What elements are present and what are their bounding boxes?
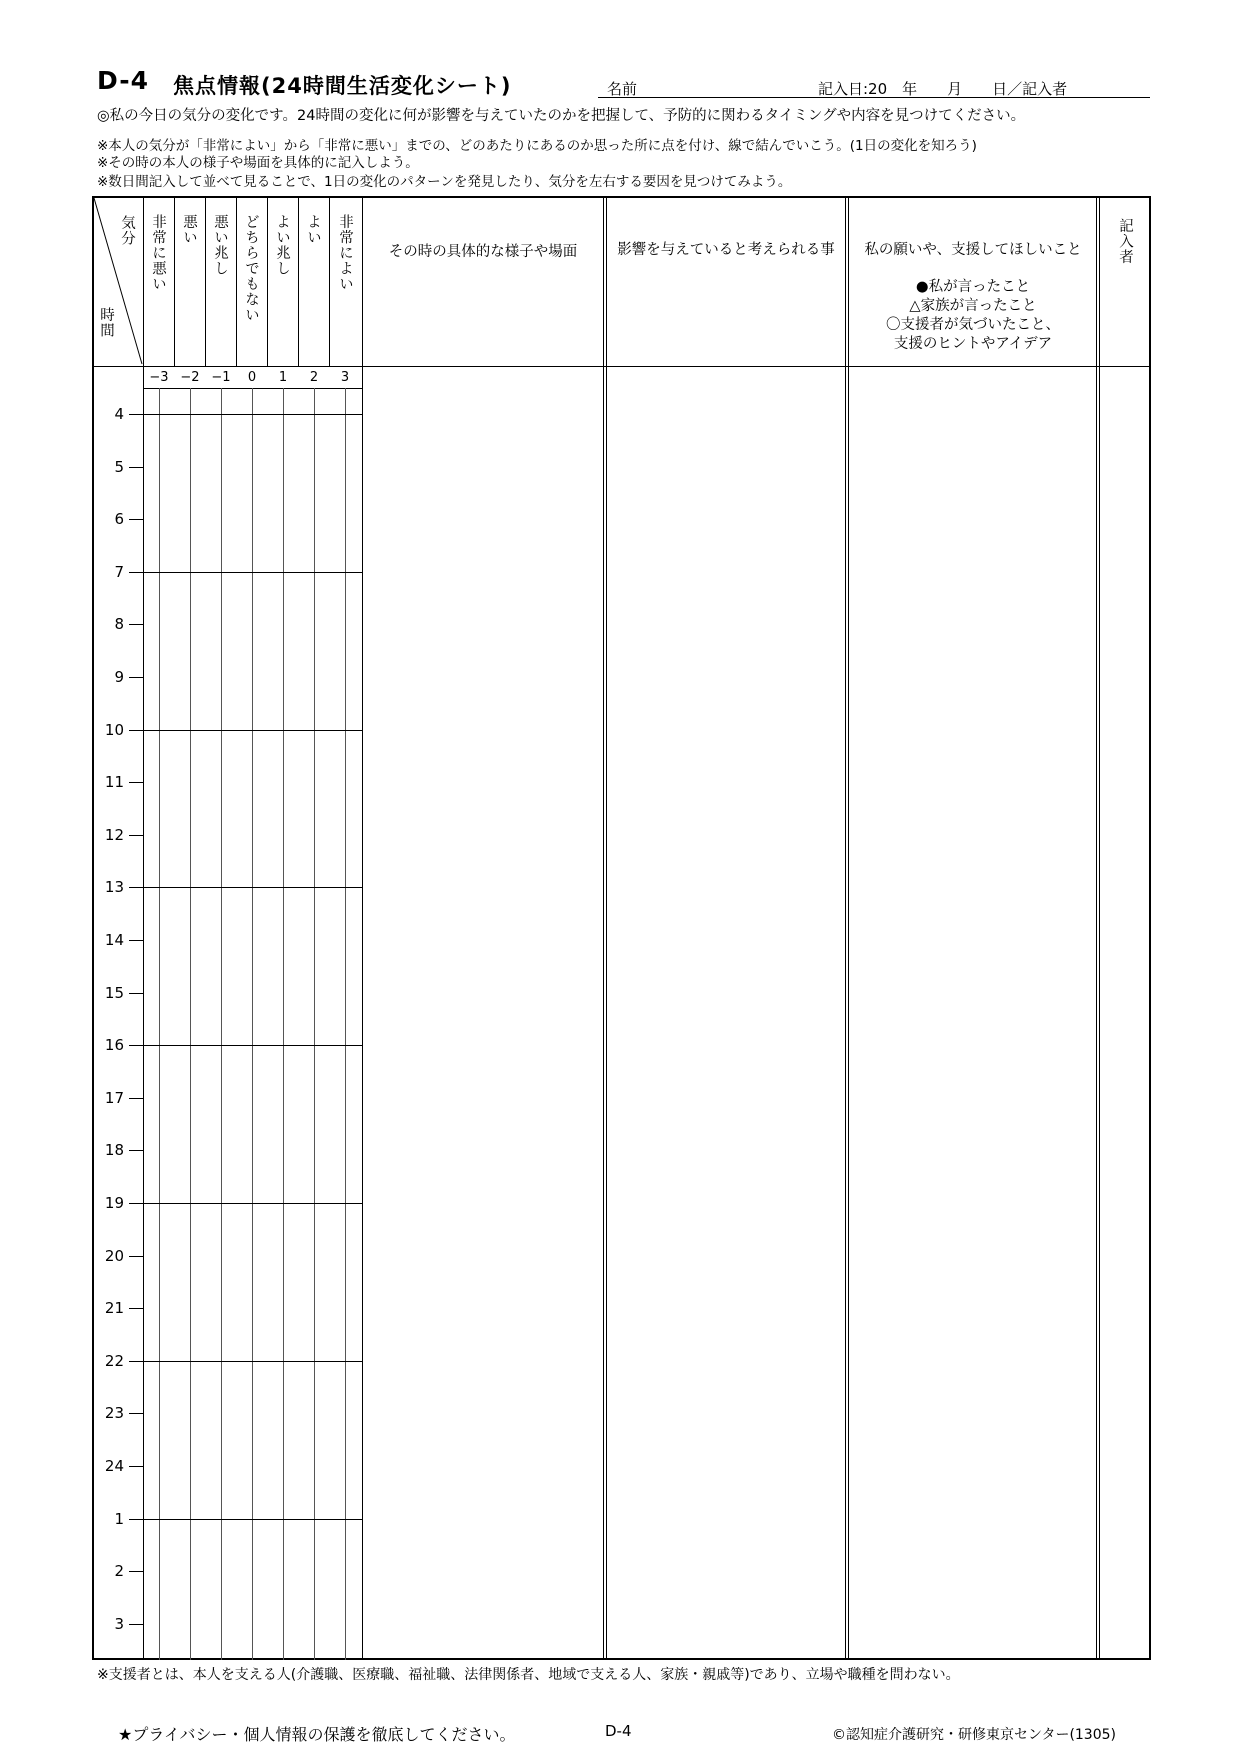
hour-tick xyxy=(129,519,143,520)
hour-label: 10 xyxy=(104,721,124,739)
mood-header-very-bad: 非常に悪い xyxy=(150,214,166,292)
mood-grid-line xyxy=(314,388,315,1660)
mood-header-divider xyxy=(205,196,206,366)
hour-row-line xyxy=(129,1045,362,1046)
mood-header-bad-sign: 悪い兆し xyxy=(212,214,228,276)
hour-label: 13 xyxy=(104,878,124,896)
hour-label: 7 xyxy=(114,563,124,581)
column-header-recorder: 記入者 xyxy=(1117,218,1133,265)
hour-label: 11 xyxy=(104,773,124,791)
mood-plot-left-border xyxy=(143,366,144,1660)
hour-tick xyxy=(129,624,143,625)
hour-row-line xyxy=(129,414,362,415)
mood-header-neutral: どちらでもない xyxy=(243,214,259,323)
scale-value: −2 xyxy=(180,370,200,385)
hour-label: 1 xyxy=(114,1510,124,1528)
mood-header-divider xyxy=(143,196,144,366)
copyright: ©認知症介護研究・研修東京センター(1305) xyxy=(832,1727,1116,1743)
column-header-scene: その時の具体的な様子や場面 xyxy=(388,244,578,260)
hour-tick xyxy=(129,1150,143,1151)
mood-header-good: よい xyxy=(305,214,321,245)
instruction-note-2: ※その時の本人の様子や場面を具体的に記入しよう。 xyxy=(97,155,419,171)
record-table xyxy=(92,196,1151,1660)
hour-label: 21 xyxy=(104,1299,124,1317)
mood-grid-line xyxy=(252,388,253,1660)
hour-tick xyxy=(129,835,143,836)
lead-text: ◎私の今日の気分の変化です。24時間の変化に何が影響を与えていたのかを把握して、予防的に関わるタイミングや内容を見つけてください。 xyxy=(97,108,1026,124)
corner-label-time: 時間 xyxy=(98,307,114,338)
influence-wish-divider-2 xyxy=(848,196,849,1660)
hour-label: 9 xyxy=(114,668,124,686)
scene-influence-divider-2 xyxy=(606,196,607,1660)
hour-label: 18 xyxy=(104,1141,124,1159)
hour-label: 6 xyxy=(114,510,124,528)
hour-label: 17 xyxy=(104,1089,124,1107)
mood-header-divider xyxy=(329,196,330,366)
scale-value: −3 xyxy=(149,370,169,385)
scale-value: −1 xyxy=(211,370,231,385)
footer-note: ※支援者とは、本人を支える人(介護職、医療職、福祉職、法律関係者、地域で支える人、家族・親戚等)であり、立場や職種を問わない。 xyxy=(97,1667,960,1683)
hour-tick xyxy=(129,1624,143,1625)
hour-label: 12 xyxy=(104,826,124,844)
scale-value: 1 xyxy=(278,370,288,385)
sheet-id: D-4 xyxy=(97,66,149,95)
hour-tick xyxy=(129,1466,143,1467)
hour-tick xyxy=(129,782,143,783)
hour-label: 15 xyxy=(104,984,124,1002)
sheet-title: 焦点情報(24時間生活変化シート) xyxy=(173,74,512,98)
hour-tick xyxy=(129,1308,143,1309)
hour-tick xyxy=(129,1571,143,1572)
scale-value: 2 xyxy=(309,370,319,385)
mood-header-good-sign: よい兆し xyxy=(274,214,290,276)
hour-label: 16 xyxy=(104,1036,124,1054)
hour-label: 24 xyxy=(104,1457,124,1475)
mood-header-divider xyxy=(174,196,175,366)
instruction-note-1: ※本人の気分が「非常によい」から「非常に悪い」までの、どのあたりにあるのか思った所に点を付け、線で結んでいこう。(1日の変化を知ろう) xyxy=(97,138,977,154)
wish-recorder-divider-2 xyxy=(1099,196,1100,1660)
name-date-rule xyxy=(598,97,1150,98)
hour-label: 22 xyxy=(104,1352,124,1370)
hour-label: 4 xyxy=(114,405,124,423)
corner-label-mood: 気分 xyxy=(119,215,135,246)
column-header-wish: 私の願いや、支援してほしいこと xyxy=(864,242,1082,258)
hour-tick xyxy=(129,467,143,468)
hour-tick xyxy=(129,677,143,678)
hour-label: 5 xyxy=(114,458,124,476)
hour-tick xyxy=(129,940,143,941)
mood-grid-line xyxy=(345,388,346,1660)
mood-header-bad: 悪い xyxy=(181,214,197,245)
hour-tick xyxy=(129,1098,143,1099)
scale-value: 3 xyxy=(340,370,350,385)
legend-self: ●私が言ったこと xyxy=(915,279,1031,295)
legend-supporter: 〇支援者が気づいたこと、 xyxy=(886,317,1060,333)
mood-grid-line xyxy=(190,388,191,1660)
legend-family: △家族が言ったこと xyxy=(909,298,1037,314)
hour-row-line xyxy=(129,1361,362,1362)
hour-label: 2 xyxy=(114,1562,124,1580)
date-recorder-label: 記入日:20 年 月 日／記入者 xyxy=(818,80,1068,98)
column-header-influence: 影響を与えていると考えられる事 xyxy=(617,242,835,258)
scene-influence-divider xyxy=(603,196,604,1660)
mood-grid-line xyxy=(283,388,284,1660)
hour-tick xyxy=(129,993,143,994)
wish-recorder-divider xyxy=(1096,196,1097,1660)
instruction-note-3: ※数日間記入して並べて見ることで、1日の変化のパターンを発見したり、気分を左右する要因を見つけてみよう。 xyxy=(97,174,792,190)
mood-header-divider xyxy=(298,196,299,366)
hour-tick xyxy=(129,1413,143,1414)
header-divider xyxy=(92,366,1151,367)
hour-label: 19 xyxy=(104,1194,124,1212)
scale-value: 0 xyxy=(247,370,257,385)
mood-grid-line xyxy=(221,388,222,1660)
corner-diagonal xyxy=(92,196,144,366)
mood-header-divider xyxy=(267,196,268,366)
legend-hint: 支援のヒントやアイデア xyxy=(893,336,1053,352)
hour-row-line xyxy=(129,1203,362,1204)
hour-tick xyxy=(129,1256,143,1257)
mood-grid-line xyxy=(159,388,160,1660)
hour-row-line xyxy=(129,887,362,888)
mood-header-very-good: 非常によい xyxy=(337,214,353,292)
privacy-notice: ★プライバシー・個人情報の保護を徹底してください。 xyxy=(118,1725,516,1744)
hour-label: 3 xyxy=(114,1615,124,1633)
hour-row-line xyxy=(129,1519,362,1520)
name-label: 名前 xyxy=(607,80,638,98)
influence-wish-divider xyxy=(845,196,846,1660)
hour-label: 20 xyxy=(104,1247,124,1265)
hour-label: 8 xyxy=(114,615,124,633)
hour-label: 23 xyxy=(104,1404,124,1422)
mood-scene-divider xyxy=(362,196,363,1660)
hour-row-line xyxy=(129,730,362,731)
mood-header-divider xyxy=(236,196,237,366)
hour-label: 14 xyxy=(104,931,124,949)
hour-row-line xyxy=(129,572,362,573)
page-id: D-4 xyxy=(605,1722,632,1740)
